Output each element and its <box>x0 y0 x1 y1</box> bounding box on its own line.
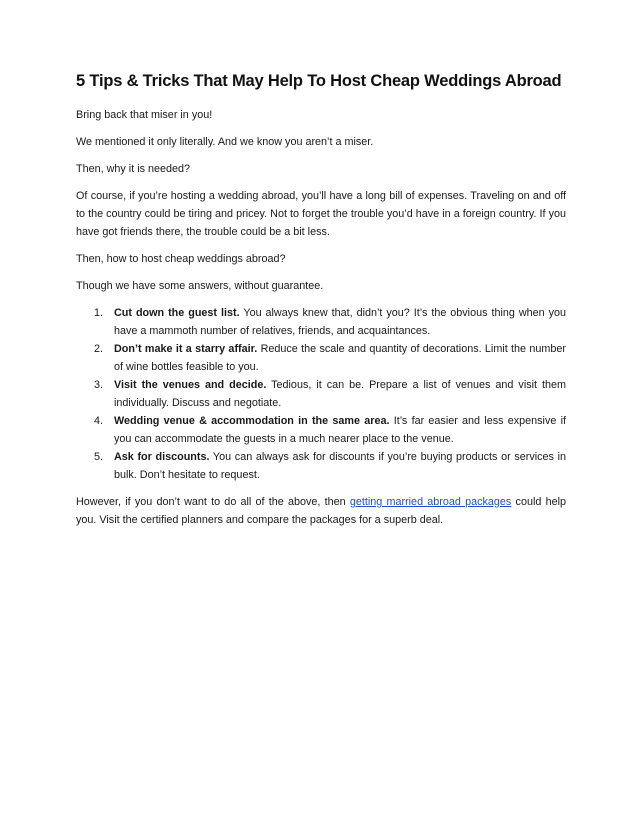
tip-number: 4. <box>94 415 104 427</box>
paragraph-question: Then, why it is needed? <box>76 163 191 175</box>
paragraph-closing <box>76 493 566 529</box>
tip-text: You can always ask for discounts if you’re buying products or services in bulk. Don’t hesitate to request. <box>114 451 566 481</box>
tip-number: 5. <box>94 451 104 463</box>
tip-heading: Ask for discounts. <box>114 451 210 463</box>
document-page <box>76 70 566 538</box>
paragraph-literal: We mentioned it only literally. And we know you aren’t a miser. <box>76 136 374 148</box>
tip-item <box>94 340 566 376</box>
paragraph-intro: Bring back that miser in you! <box>76 109 213 121</box>
tip-item <box>94 448 566 484</box>
tip-item <box>94 412 567 448</box>
paragraph-how-to: Then, how to host cheap weddings abroad? <box>76 253 286 265</box>
paragraph-expenses: Of course, if you’re hosting a wedding abroad, you’ll have a long bill of expenses. Traveling on and off to the country could be tiring and pricey. Not to forget the trouble you’d have in a foreign country. If you have got friends there, the trouble could be a bit less. <box>76 190 566 238</box>
tip-number: 2. <box>94 343 104 355</box>
tip-number: 3. <box>94 379 104 391</box>
tip-text: You always knew that, didn’t you? It’s the obvious thing when you have a mammoth number of relatives, friends, and acquaintances. <box>114 307 566 337</box>
tip-item <box>94 376 566 412</box>
tip-text: Reduce the scale and quantity of decorations. Limit the number of wine bottles feasible to you. <box>114 343 566 373</box>
tip-heading: Visit the venues and decide. <box>114 379 267 391</box>
document-title: 5 Tips & Tricks That May Help To Host Cheap Weddings Abroad <box>76 72 562 90</box>
tips-list <box>76 304 566 484</box>
tip-heading: Cut down the guest list. <box>114 307 240 319</box>
tip-heading: Don’t make it a starry affair. <box>114 343 258 355</box>
paragraph-answers: Though we have some answers, without guarantee. <box>76 280 324 292</box>
tip-text: It’s far easier and less expensive if you can accommodate the guests in a much nearer place to the venue. <box>114 415 567 445</box>
tip-text: Tedious, it can be. Prepare a list of venues and visit them individually. Discuss and negotiate. <box>114 379 566 409</box>
tip-number: 1. <box>94 307 104 319</box>
closing-text-after: could help you. Visit the certified planners and compare the packages for a superb deal. <box>76 496 566 526</box>
tip-heading: Wedding venue & accommodation in the same area. <box>114 415 390 427</box>
tip-item <box>94 304 566 340</box>
packages-link[interactable]: getting married abroad packages <box>349 496 512 508</box>
closing-text-before: However, if you don’t want to do all of the above, then <box>76 496 350 508</box>
